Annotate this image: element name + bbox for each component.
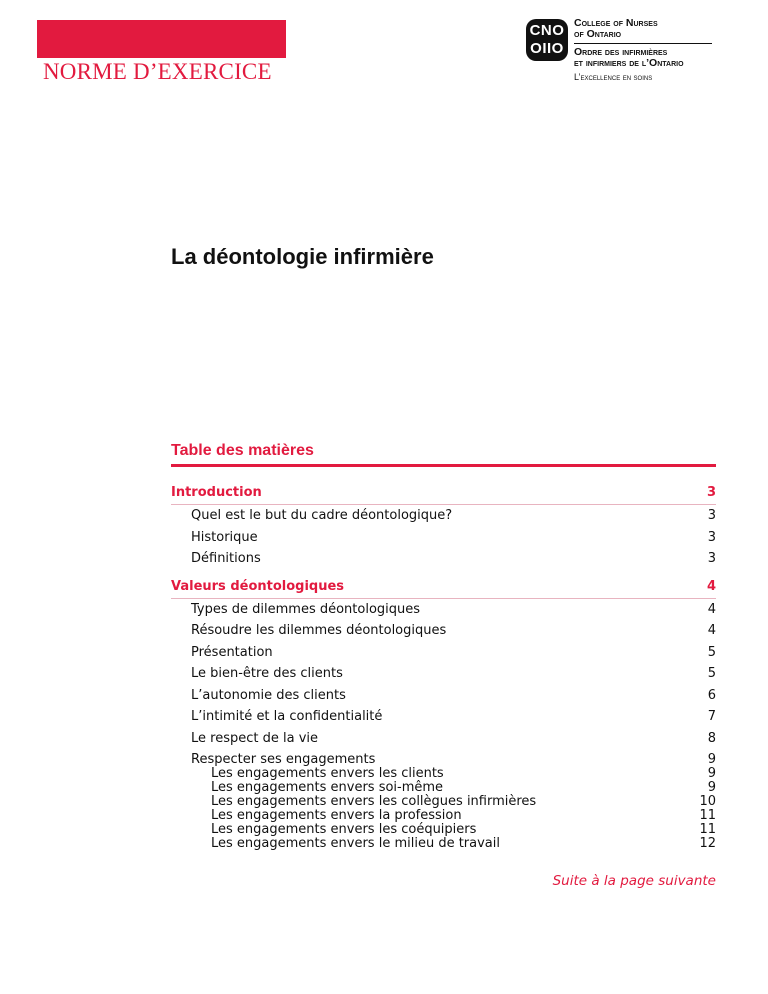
toc-subentry[interactable] [171,809,716,823]
toc-subentry-page: 10 [699,794,716,809]
toc-subentry-label: Les engagements envers les collègues infirmières [211,794,537,809]
org-name-en-line-2: of Ontario [574,28,622,40]
continued-next-page: Suite à la page suivante [552,873,716,889]
toc-entry-page: 3 [707,508,716,523]
toc-subentry-page: 9 [707,766,716,781]
toc-subentry-label: Les engagements envers le milieu de travail [211,836,500,851]
toc-section-page: 4 [706,578,716,594]
toc-entry-label: Le respect de la vie [191,730,318,746]
toc-entry[interactable] [171,599,716,621]
toc-subentry-page: 11 [699,822,716,837]
org-name-fr-line-2: et infirmiers de l’Ontario [574,57,684,69]
toc-section-label: Valeurs déontologiques [171,578,345,594]
toc-entry-page: 5 [707,666,716,681]
toc-entry-label: Résoudre les dilemmes déontologiques [191,623,447,638]
header-title: NORME D’EXERCICE [43,59,272,84]
toc-entry[interactable] [171,505,716,527]
toc-entry[interactable] [171,706,716,728]
toc-entry[interactable] [171,642,716,664]
toc-group-label: Respecter ses engagements [191,752,376,767]
cno-logo-icon [526,19,568,61]
toc-entry-label: Définitions [191,551,261,566]
toc-entry[interactable] [171,527,716,549]
toc-entry-page: 4 [707,623,716,638]
org-name-fr-line-1: Ordre des infirmières [574,46,668,58]
toc-entry-page: 3 [707,529,716,545]
toc-section-link[interactable] [171,484,716,505]
toc-entry-label: Quel est le but du cadre déontologique? [191,508,453,523]
org-name-en-line-1: College of Nurses [574,17,658,29]
toc-subentry-page: 12 [699,836,716,851]
toc-subentry-label: Les engagements envers la profession [211,808,462,823]
toc-entry[interactable] [171,663,716,685]
toc-entry-label: Historique [191,529,258,545]
toc-subentry-label: Les engagements envers les clients [211,766,444,781]
toc-subentry[interactable] [171,781,716,795]
header-red-bar [37,20,286,58]
toc-section-introduction [171,484,716,570]
toc-entry-label: L’intimité et la confidentialité [191,709,383,724]
toc-section-valeurs [171,578,716,852]
logo-mark-top: CNO [529,22,565,39]
toc-entry-label: Présentation [191,644,273,660]
toc-entry-label: Types de dilemmes déontologiques [191,601,421,617]
toc-subentry-label: Les engagements envers les coéquipiers [211,822,477,837]
toc-entry[interactable] [171,728,716,750]
toc-heading-rule [171,464,716,467]
toc-entry-page: 3 [707,551,716,566]
org-divider [574,43,712,44]
toc-entry-label: L’autonomie des clients [191,687,346,703]
toc-entry-page: 6 [707,687,716,703]
toc-section-link[interactable] [171,578,716,599]
document-title: La déontologie infirmière [171,244,434,269]
toc-subentry[interactable] [171,823,716,837]
toc-entry-page: 4 [707,601,716,617]
toc-heading: Table des matières [171,442,314,459]
toc-subentry[interactable] [171,795,716,809]
org-tagline: L’excellence en soins [574,72,653,82]
toc-entry[interactable] [171,620,716,642]
toc-subentry[interactable] [171,837,716,851]
toc-subentry-page: 11 [699,808,716,823]
logo-mark-bottom: OIIO [530,40,564,57]
toc-group-page: 9 [707,752,716,767]
toc-entry[interactable] [171,548,716,570]
toc-entry-page: 7 [707,709,716,724]
toc-entry-page: 8 [707,730,716,746]
toc-subentry-label: Les engagements envers soi-même [211,780,444,795]
organization-name [574,18,734,69]
toc-subentry-page: 9 [707,780,716,795]
toc-entry-label: Le bien-être des clients [191,666,343,681]
table-of-contents [171,484,716,859]
toc-entry-page: 5 [707,644,716,660]
toc-subentry[interactable] [171,767,716,781]
toc-group-entry[interactable] [171,753,716,767]
toc-section-page: 3 [706,485,716,500]
toc-section-label: Introduction [171,485,262,500]
toc-entry[interactable] [171,685,716,707]
